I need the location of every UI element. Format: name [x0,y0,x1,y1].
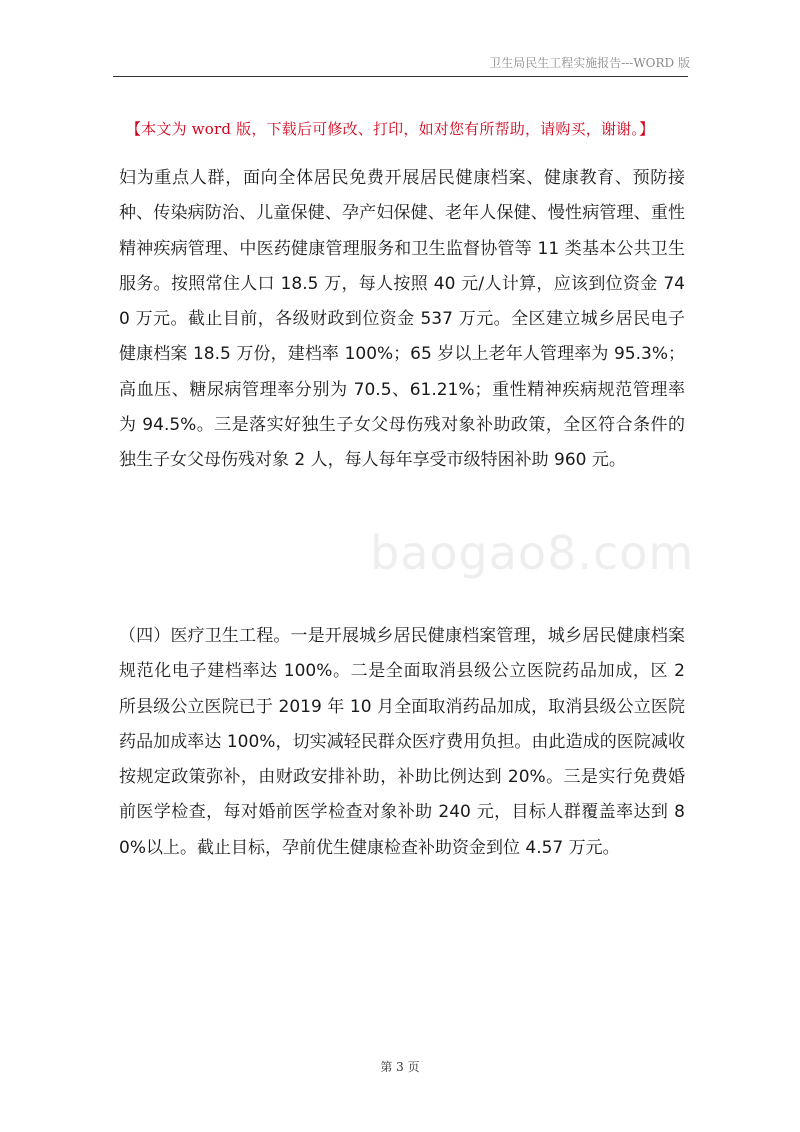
download-notice: 【本文为 word 版，下载后可修改、打印，如对您有所帮助，请购买，谢谢。】 [126,120,655,138]
page-number: 第 3 页 [380,1060,420,1074]
document-header-title: 卫生局民生工程实施报告---WORD 版 [489,56,690,70]
body-paragraph-2: （四）医疗卫生工程。一是开展城乡居民健康档案管理，城乡居民健康档案规范化电子建档率达 100%。二是全面取消县级公立医院药品加成，区 2 所县级公立医院已于 2019 年 10 月全面取消药品加成，取消县级公立医院药品加成率达 100%，切实减轻民群众医疗费用负担。由此造成的医院减收按规定政策弥补，由财政安排补助，补助比例达到 20%。三是实行免费婚前医学检查，每对婚前医学检查对象补助 240 元，目标人群覆盖率达到 80%以上。截止目标，孕前优生健康检查补助资金到位 4.57 万元。 [119,626,685,858]
header-divider [113,76,688,77]
watermark: baogao8.com [370,526,695,580]
body-paragraph-1: 妇为重点人群，面向全体居民免费开展居民健康档案、健康教育、预防接种、传染病防治、儿童保健、孕产妇保健、老年人保健、慢性病管理、重性精神疾病管理、中医药健康管理服务和卫生监督协管等 11 类基本公共卫生服务。按照常住人口 18.5 万，每人按照 40 元/人计算，应该到位资金 740 万元。截止目前，各级财政到位资金 537 万元。全区建立城乡居民电子健康档案 18.5 万份，建档率 100%；65 岁以上老年人管理率为 95.3%；高血压、糖尿病管理率分别为 70.5、61.21%；重性精神疾病规范管理率为 94.5%。三是落实好独生子女父母伤残对象补助政策，全区符合条件的独生子女父母伤残对象 2 人，每人每年享受市级特困补助 960 元。 [119,168,685,471]
